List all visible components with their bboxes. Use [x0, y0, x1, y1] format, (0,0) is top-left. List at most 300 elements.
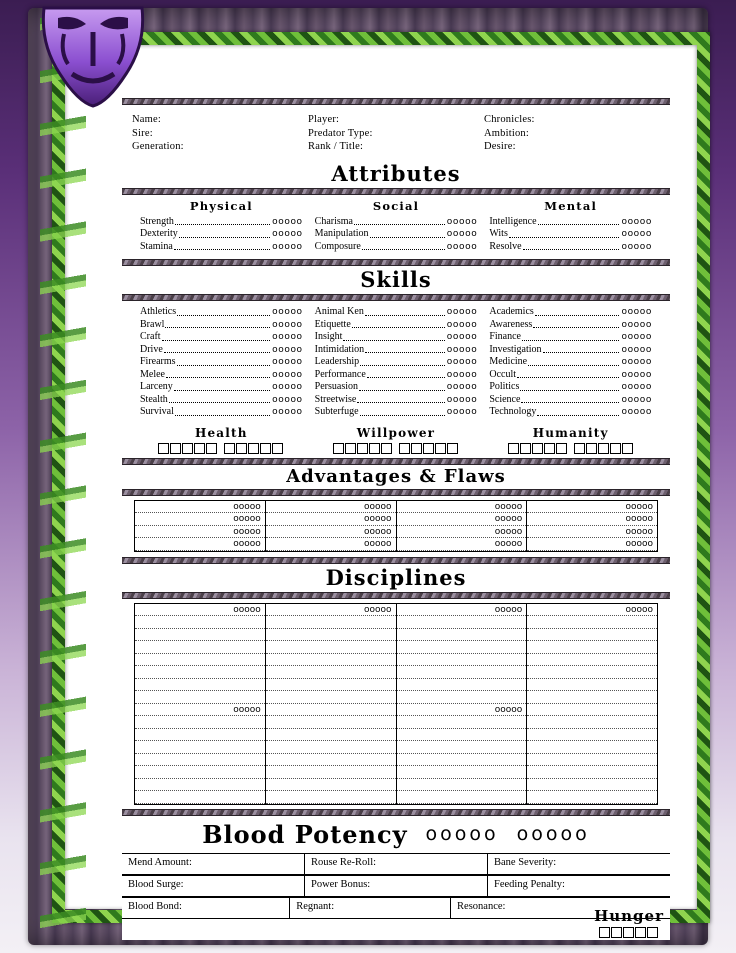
tracker-box[interactable]	[447, 443, 458, 454]
tracker-box[interactable]	[194, 443, 205, 454]
tracker-box[interactable]	[532, 443, 543, 454]
tracker-box[interactable]	[411, 443, 422, 454]
tracker-box[interactable]	[586, 443, 597, 454]
field-player[interactable]: Player:	[308, 114, 340, 125]
tracker-box[interactable]	[435, 443, 446, 454]
hunger-box[interactable]	[647, 927, 658, 938]
disciplines-line[interactable]	[397, 716, 527, 729]
trait-leader	[359, 382, 445, 391]
trait-label: Melee	[140, 368, 165, 380]
disciplines-line[interactable]	[135, 716, 265, 729]
disciplines-line[interactable]	[527, 629, 657, 642]
trait-dots[interactable]: ooooo	[446, 229, 478, 239]
hunger-label: Hunger	[594, 907, 664, 925]
advantages-line[interactable]: ooooo	[135, 538, 265, 551]
disciplines-line[interactable]	[397, 754, 527, 767]
trait-leader	[177, 357, 271, 366]
disciplines-column	[527, 604, 657, 804]
tracker-box[interactable]	[423, 443, 434, 454]
disciplines-line[interactable]	[527, 729, 657, 742]
trait-dots[interactable]: ooooo	[272, 407, 303, 417]
trait-dots[interactable]: ooooo	[446, 382, 478, 392]
trait-row[interactable]	[489, 356, 652, 369]
tracker-boxes[interactable]	[483, 443, 658, 454]
trait-dots[interactable]: ooooo	[272, 319, 303, 330]
trait-leader	[538, 216, 620, 225]
disciplines-line[interactable]	[397, 641, 527, 654]
disciplines-line[interactable]	[135, 666, 265, 679]
disciplines-line[interactable]	[527, 791, 657, 804]
disciplines-line[interactable]	[135, 779, 265, 792]
disciplines-line[interactable]	[135, 616, 265, 629]
trait-leader	[354, 216, 445, 225]
disciplines-line[interactable]	[266, 766, 396, 779]
disciplines-line[interactable]	[266, 691, 396, 704]
tracker-box[interactable]	[357, 443, 368, 454]
field-ambition[interactable]: Ambition:	[484, 127, 529, 139]
trait-label: Politics	[489, 381, 520, 392]
trait-dots[interactable]: ooooo	[446, 369, 478, 380]
disciplines-line[interactable]	[135, 691, 265, 704]
trait-dots[interactable]: ooooo	[621, 382, 653, 392]
trait-leader	[162, 332, 271, 341]
disciplines-line[interactable]	[527, 779, 657, 792]
advantages-line[interactable]: ooooo	[397, 501, 527, 514]
trait-row[interactable]	[489, 381, 652, 394]
disciplines-line[interactable]: ooooo	[135, 604, 265, 617]
blood-potency-row	[122, 816, 670, 853]
trait-dots[interactable]: ooooo	[446, 407, 478, 417]
skills-column	[483, 306, 658, 419]
trait-dots[interactable]: ooooo	[621, 394, 653, 405]
disciplines-grid[interactable]	[134, 603, 658, 805]
trait-dots[interactable]: ooooo	[621, 241, 653, 252]
trait-row[interactable]	[140, 394, 303, 407]
hunger-box[interactable]	[623, 927, 634, 938]
disciplines-line[interactable]	[135, 654, 265, 667]
blood-potency-title: Blood Potency	[202, 819, 408, 849]
disciplines-line[interactable]	[527, 616, 657, 629]
blood-stats-row-1	[122, 853, 670, 875]
tracker-box[interactable]	[598, 443, 609, 454]
disciplines-line[interactable]: ooooo	[266, 604, 396, 617]
attributes-social	[309, 199, 484, 254]
trait-row[interactable]	[489, 344, 652, 357]
character-sheet	[122, 98, 670, 940]
field-mend-amount[interactable]: Mend Amount:	[122, 854, 305, 875]
tracker-box[interactable]	[556, 443, 567, 454]
trait-row[interactable]	[140, 356, 303, 369]
tracker-label: Humanity	[532, 425, 609, 440]
rope-divider	[122, 489, 670, 496]
trait-row[interactable]	[315, 369, 478, 382]
header-column-1	[132, 113, 308, 154]
tracker-boxes[interactable]	[309, 443, 484, 454]
trait-row[interactable]	[489, 241, 652, 254]
rope-divider	[122, 557, 670, 564]
field-sire[interactable]: Sire:	[132, 127, 153, 139]
trait-leader	[164, 344, 270, 353]
tracker-box[interactable]	[508, 443, 519, 454]
disciplines-line[interactable]	[397, 729, 527, 742]
disciplines-line[interactable]	[266, 641, 396, 654]
disciplines-line[interactable]	[397, 616, 527, 629]
skills-columns	[122, 306, 670, 419]
trait-label: Insight	[314, 331, 343, 342]
advantages-line[interactable]: ooooo	[266, 513, 396, 526]
trait-row[interactable]	[140, 344, 303, 357]
trait-row[interactable]	[140, 319, 303, 332]
trait-label: Stamina	[140, 240, 173, 252]
disciplines-line[interactable]	[135, 791, 265, 804]
trait-leader	[367, 369, 445, 378]
trait-label: Composure	[314, 240, 361, 252]
trait-row[interactable]	[315, 306, 478, 319]
tracker-box[interactable]	[333, 443, 344, 454]
trait-dots[interactable]: ooooo	[621, 319, 653, 330]
attributes-mental	[483, 199, 658, 254]
trait-row[interactable]	[140, 216, 303, 229]
disciplines-column	[266, 604, 397, 804]
disciplines-line[interactable]	[527, 704, 657, 717]
advantages-line[interactable]: ooooo	[527, 526, 657, 539]
blood-stats-row-2	[122, 875, 670, 897]
trait-leader	[169, 394, 270, 403]
advantages-column	[266, 501, 397, 551]
trait-label: Athletics	[140, 306, 177, 317]
trait-dots[interactable]: ooooo	[621, 344, 653, 355]
tracker-box[interactable]	[610, 443, 621, 454]
disciplines-line[interactable]	[527, 641, 657, 654]
trait-row[interactable]	[315, 216, 478, 229]
disciplines-line[interactable]	[266, 654, 396, 667]
field-desire[interactable]: Desire:	[484, 141, 516, 152]
trait-row[interactable]	[315, 319, 478, 332]
trait-leader	[365, 344, 445, 353]
advantages-title: Advantages & Flaws	[286, 465, 506, 487]
tracker-box[interactable]	[574, 443, 585, 454]
trait-dots[interactable]: ooooo	[446, 216, 478, 227]
tracker-box[interactable]	[158, 443, 169, 454]
trait-dots[interactable]: ooooo	[446, 307, 478, 317]
field-rouse-reroll[interactable]: Rouse Re-Roll:	[305, 854, 488, 875]
disciplines-line[interactable]	[527, 754, 657, 767]
disciplines-line[interactable]	[527, 691, 657, 704]
trait-leader	[352, 319, 445, 328]
disciplines-line[interactable]	[397, 691, 527, 704]
trait-row[interactable]	[140, 228, 303, 241]
trait-dots[interactable]: ooooo	[621, 357, 653, 367]
field-predator-type[interactable]: Predator Type:	[308, 127, 373, 139]
trait-leader	[537, 407, 619, 416]
trait-dots[interactable]: ooooo	[621, 332, 653, 342]
trait-dots[interactable]: ooooo	[621, 369, 653, 380]
disciplines-line[interactable]	[135, 641, 265, 654]
advantages-line[interactable]: ooooo	[527, 501, 657, 514]
advantages-grid[interactable]	[134, 500, 658, 552]
disciplines-line[interactable]	[266, 616, 396, 629]
trait-dots[interactable]: ooooo	[272, 229, 303, 239]
trait-label: Performance	[314, 368, 366, 380]
tracker-boxes[interactable]	[134, 443, 309, 454]
trait-leader	[365, 307, 445, 316]
trait-row[interactable]	[489, 216, 652, 229]
trait-leader	[521, 394, 619, 403]
trait-dots[interactable]: ooooo	[621, 216, 653, 227]
disciplines-line[interactable]: ooooo	[135, 704, 265, 717]
field-name[interactable]: Name:	[132, 114, 161, 125]
header-column-3	[484, 113, 660, 154]
disciplines-line[interactable]	[266, 729, 396, 742]
trait-label: Resolve	[489, 240, 522, 252]
advantages-grid-wrap	[122, 500, 670, 552]
rope-divider	[122, 98, 670, 105]
disciplines-line[interactable]	[135, 679, 265, 692]
trait-row[interactable]	[315, 406, 478, 419]
trait-dots[interactable]: ooooo	[272, 307, 303, 317]
trait-label: Larceny	[140, 381, 173, 392]
disciplines-line[interactable]	[135, 766, 265, 779]
field-resonance[interactable]: Resonance:	[451, 898, 670, 919]
trait-leader	[174, 382, 270, 391]
trait-row[interactable]	[315, 356, 478, 369]
tracker-box[interactable]	[381, 443, 392, 454]
advantages-line[interactable]: ooooo	[135, 526, 265, 539]
disciplines-line[interactable]	[527, 679, 657, 692]
trait-dots[interactable]: ooooo	[446, 241, 478, 252]
disciplines-line[interactable]	[397, 779, 527, 792]
trait-label: Etiquette	[314, 318, 351, 330]
trait-row[interactable]	[489, 228, 652, 241]
tracker-box[interactable]	[206, 443, 217, 454]
disciplines-line[interactable]: ooooo	[527, 604, 657, 617]
disciplines-line[interactable]	[266, 629, 396, 642]
trait-label: Brawl	[140, 318, 165, 330]
disciplines-line[interactable]	[135, 729, 265, 742]
trait-dots[interactable]: ooooo	[272, 332, 303, 342]
advantages-line[interactable]: ooooo	[397, 513, 527, 526]
trait-leader	[360, 407, 445, 416]
trait-row[interactable]	[315, 394, 478, 407]
trait-row[interactable]	[315, 331, 478, 344]
trait-dots[interactable]: ooooo	[272, 344, 303, 355]
trait-label: Stealth	[140, 393, 168, 405]
disciplines-line[interactable]	[397, 766, 527, 779]
trait-row[interactable]	[315, 344, 478, 357]
trait-row[interactable]	[315, 241, 478, 254]
rope-divider	[122, 259, 670, 266]
disciplines-line[interactable]	[397, 666, 527, 679]
disciplines-line[interactable]	[266, 754, 396, 767]
attributes-physical	[134, 199, 309, 254]
attributes-title: Attributes	[331, 160, 461, 186]
tracker-box[interactable]	[182, 443, 193, 454]
hunger-box[interactable]	[635, 927, 646, 938]
tracker-box[interactable]	[345, 443, 356, 454]
trait-row[interactable]	[140, 369, 303, 382]
trait-row[interactable]	[140, 331, 303, 344]
disciplines-line[interactable]	[266, 779, 396, 792]
hunger-box[interactable]	[611, 927, 622, 938]
trait-leader	[522, 332, 619, 341]
disciplines-line[interactable]	[397, 741, 527, 754]
trait-leader	[175, 407, 270, 416]
hunger-box[interactable]	[599, 927, 610, 938]
trait-dots[interactable]: ooooo	[272, 357, 303, 367]
disciplines-line[interactable]	[266, 741, 396, 754]
trait-row[interactable]	[140, 381, 303, 394]
skills-column	[309, 306, 484, 419]
trait-leader	[179, 229, 270, 238]
tracker-box[interactable]	[224, 443, 235, 454]
tracker-box[interactable]	[260, 443, 271, 454]
disciplines-line[interactable]	[527, 666, 657, 679]
rope-divider	[122, 809, 670, 816]
trait-row[interactable]	[489, 331, 652, 344]
attributes-physical-label: Physical	[189, 198, 253, 213]
trait-label: Animal Ken	[314, 306, 364, 317]
blood-potency-dots-2[interactable]: ooooo	[516, 823, 590, 845]
disciplines-line[interactable]: ooooo	[397, 704, 527, 717]
trait-row[interactable]	[489, 406, 652, 419]
field-chronicles[interactable]: Chronicles:	[484, 114, 535, 125]
disciplines-line[interactable]	[527, 741, 657, 754]
disciplines-line[interactable]	[397, 629, 527, 642]
tracker-box[interactable]	[272, 443, 283, 454]
trait-leader	[523, 241, 620, 250]
blood-potency-dots-1[interactable]: ooooo	[425, 823, 499, 845]
advantages-line[interactable]: ooooo	[266, 526, 396, 539]
trait-dots[interactable]: ooooo	[446, 344, 478, 355]
trait-label: Medicine	[489, 356, 528, 367]
trait-dots[interactable]: ooooo	[621, 407, 653, 417]
trait-leader	[165, 319, 270, 328]
disciplines-line[interactable]	[527, 654, 657, 667]
trait-label: Manipulation	[314, 228, 369, 239]
trait-dots[interactable]: ooooo	[446, 394, 478, 405]
blood-stats-row-3	[122, 897, 670, 919]
trait-row[interactable]	[140, 306, 303, 319]
trait-dots[interactable]: ooooo	[621, 229, 653, 239]
tracker-box[interactable]	[622, 443, 633, 454]
trait-dots[interactable]: ooooo	[446, 357, 478, 367]
field-bane-severity[interactable]: Bane Severity:	[488, 854, 670, 875]
rope-divider	[122, 592, 670, 599]
trait-row[interactable]	[489, 394, 652, 407]
trait-row[interactable]	[489, 306, 652, 319]
disciplines-line[interactable]	[135, 629, 265, 642]
theatre-mask-logo	[34, 4, 152, 108]
skills-column	[134, 306, 309, 419]
field-rank-title[interactable]: Rank / Title:	[308, 141, 364, 152]
trait-label: Drive	[140, 343, 163, 355]
disciplines-line[interactable]	[266, 704, 396, 717]
advantages-line[interactable]: ooooo	[397, 538, 527, 551]
tracker-box[interactable]	[520, 443, 531, 454]
trait-row[interactable]	[489, 369, 652, 382]
hunger-boxes[interactable]	[594, 927, 664, 938]
trait-dots[interactable]: ooooo	[272, 394, 303, 405]
field-feeding-penalty[interactable]: Feeding Penalty:	[488, 876, 670, 897]
tracker-row	[122, 424, 670, 458]
advantages-line[interactable]: ooooo	[527, 538, 657, 551]
trait-leader	[533, 319, 619, 328]
disciplines-line[interactable]	[527, 716, 657, 729]
advantages-line[interactable]: ooooo	[527, 513, 657, 526]
disciplines-line[interactable]	[397, 679, 527, 692]
tracker	[309, 426, 484, 454]
trait-row[interactable]	[315, 228, 478, 241]
rope-divider	[122, 294, 670, 301]
disciplines-line[interactable]	[135, 741, 265, 754]
disciplines-line[interactable]	[135, 754, 265, 767]
trait-label: Dexterity	[140, 228, 178, 239]
trait-leader	[528, 357, 619, 366]
trait-dots[interactable]: ooooo	[272, 216, 303, 227]
trait-row[interactable]	[140, 241, 303, 254]
trait-leader	[166, 369, 270, 378]
trait-label: Finance	[489, 331, 521, 342]
tracker-box[interactable]	[248, 443, 259, 454]
advantages-line[interactable]: ooooo	[266, 538, 396, 551]
advantages-column	[527, 501, 657, 551]
trait-label: Subterfuge	[314, 406, 359, 417]
trait-row[interactable]	[489, 319, 652, 332]
tracker-label: Willpower	[356, 425, 436, 440]
disciplines-line[interactable]	[527, 766, 657, 779]
trait-dots[interactable]: ooooo	[272, 369, 303, 380]
trait-leader	[370, 229, 445, 238]
field-power-bonus[interactable]: Power Bonus:	[305, 876, 488, 897]
attributes-social-label: Social	[372, 198, 420, 213]
trait-label: Firearms	[140, 356, 176, 367]
rope-divider	[122, 458, 670, 465]
trait-dots[interactable]: ooooo	[272, 382, 303, 392]
attributes-mental-label: Mental	[544, 198, 598, 213]
trait-label: Science	[489, 393, 521, 405]
trait-dots[interactable]: ooooo	[446, 332, 478, 342]
trait-dots[interactable]: ooooo	[446, 319, 478, 330]
advantages-line[interactable]: ooooo	[135, 513, 265, 526]
trait-label: Strength	[140, 215, 174, 227]
trait-dots[interactable]: ooooo	[272, 241, 303, 252]
disciplines-line[interactable]	[397, 654, 527, 667]
disciplines-line[interactable]	[266, 679, 396, 692]
trait-row[interactable]	[315, 381, 478, 394]
disciplines-line[interactable]	[266, 666, 396, 679]
field-generation[interactable]: Generation:	[132, 141, 184, 152]
disciplines-line[interactable]	[266, 791, 396, 804]
field-blood-surge[interactable]: Blood Surge:	[122, 876, 305, 897]
tracker-box[interactable]	[170, 443, 181, 454]
advantages-line[interactable]: ooooo	[266, 501, 396, 514]
advantages-line[interactable]: ooooo	[135, 501, 265, 514]
trait-dots[interactable]: ooooo	[621, 307, 653, 317]
disciplines-line[interactable]: ooooo	[397, 604, 527, 617]
field-regnant[interactable]: Regnant:	[290, 898, 451, 919]
disciplines-column	[135, 604, 266, 804]
advantages-line[interactable]: ooooo	[397, 526, 527, 539]
tracker-box[interactable]	[369, 443, 380, 454]
tracker-box[interactable]	[544, 443, 555, 454]
disciplines-line[interactable]	[397, 791, 527, 804]
tracker-box[interactable]	[399, 443, 410, 454]
field-blood-bond[interactable]: Blood Bond:	[122, 898, 290, 919]
tracker-box[interactable]	[236, 443, 247, 454]
disciplines-line[interactable]	[266, 716, 396, 729]
trait-row[interactable]	[140, 406, 303, 419]
trait-label: Investigation	[489, 343, 542, 355]
